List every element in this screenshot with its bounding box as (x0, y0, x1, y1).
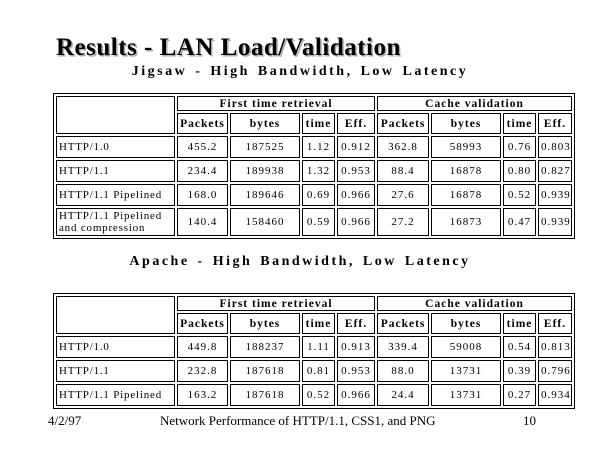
data-cell: 0.796 (538, 360, 572, 382)
data-cell: 168.0 (177, 184, 228, 206)
data-cell: 0.953 (337, 160, 375, 182)
row-label: HTTP/1.1 Pipelined and compression (56, 208, 175, 236)
data-cell: 88.0 (377, 360, 429, 382)
column-header: time (503, 313, 536, 334)
column-header: bytes (230, 313, 300, 334)
data-cell: 0.54 (503, 336, 536, 358)
data-cell: 187525 (230, 136, 300, 158)
group-header: First time retrieval (177, 96, 375, 111)
table-row (56, 384, 572, 406)
column-header: Packets (377, 313, 429, 334)
footer-presentation-title: Network Performance of HTTP/1.1, CSS1, and PNG (160, 413, 436, 428)
data-cell: 449.8 (177, 336, 228, 358)
data-cell: 163.2 (177, 384, 228, 406)
data-cell: 0.81 (302, 360, 335, 382)
data-cell: 140.4 (177, 208, 228, 236)
data-cell: 0.47 (503, 208, 536, 236)
data-cell: 0.966 (337, 208, 375, 236)
data-cell: 0.59 (302, 208, 335, 236)
row-label: HTTP/1.0 (56, 136, 175, 158)
data-cell: 234.4 (177, 160, 228, 182)
data-cell: 59008 (431, 336, 501, 358)
data-cell: 13731 (431, 384, 501, 406)
data-cell: 0.939 (538, 184, 572, 206)
data-cell: 27.6 (377, 184, 429, 206)
row-label: HTTP/1.1 Pipelined (56, 384, 175, 406)
data-cell: 58993 (431, 136, 501, 158)
column-header: Packets (177, 113, 228, 134)
column-header: Packets (177, 313, 228, 334)
table-row (56, 160, 572, 182)
data-cell: 158460 (230, 208, 300, 236)
data-cell: 0.953 (337, 360, 375, 382)
table-row (56, 136, 572, 158)
corner-cell (56, 296, 175, 334)
group-header: Cache validation (377, 296, 572, 311)
data-cell: 1.11 (302, 336, 335, 358)
column-header: Eff. (337, 313, 375, 334)
table-row (56, 336, 572, 358)
group-header: Cache validation (377, 96, 572, 111)
data-cell: 0.39 (503, 360, 536, 382)
apache-table (53, 293, 575, 409)
data-cell: 0.803 (538, 136, 572, 158)
data-cell: 0.80 (503, 160, 536, 182)
data-cell: 88.4 (377, 160, 429, 182)
jigsaw-results-table (53, 93, 575, 239)
column-header: bytes (431, 313, 501, 334)
data-cell: 455.2 (177, 136, 228, 158)
data-cell: 0.966 (337, 384, 375, 406)
footer-date: 4/2/97 (48, 413, 82, 428)
row-label: HTTP/1.1 (56, 360, 175, 382)
footer-page-number: 10 (523, 413, 536, 428)
data-cell: 27.2 (377, 208, 429, 236)
corner-cell (56, 96, 175, 134)
data-cell: 16878 (431, 184, 501, 206)
data-cell: 0.934 (538, 384, 572, 406)
column-header: time (503, 113, 536, 134)
data-cell: 189646 (230, 184, 300, 206)
jigsaw-table-subtitle: Jigsaw - High Bandwidth, Low Latency (131, 64, 469, 79)
apache-table-subtitle: Apache - High Bandwidth, Low Latency (129, 254, 471, 269)
data-cell: 24.4 (377, 384, 429, 406)
data-cell: 187618 (230, 384, 300, 406)
data-cell: 0.913 (337, 336, 375, 358)
data-cell: 188237 (230, 336, 300, 358)
table-row (56, 208, 572, 236)
page-title: Results - LAN Load/Validation (56, 34, 401, 61)
row-label: HTTP/1.1 Pipelined (56, 184, 175, 206)
apache-results-table (53, 293, 575, 409)
data-cell: 1.12 (302, 136, 335, 158)
data-cell: 0.939 (538, 208, 572, 236)
data-cell: 362.8 (377, 136, 429, 158)
data-cell: 0.69 (302, 184, 335, 206)
data-cell: 16873 (431, 208, 501, 236)
column-header: time (302, 113, 335, 134)
data-cell: 0.912 (337, 136, 375, 158)
data-cell: 1.32 (302, 160, 335, 182)
data-cell: 0.966 (337, 184, 375, 206)
data-cell: 339.4 (377, 336, 429, 358)
column-header: Packets (377, 113, 429, 134)
column-header: bytes (230, 113, 300, 134)
data-cell: 0.27 (503, 384, 536, 406)
column-header: time (302, 313, 335, 334)
data-cell: 0.52 (302, 384, 335, 406)
data-cell: 189938 (230, 160, 300, 182)
table-row (56, 184, 572, 206)
data-cell: 232.8 (177, 360, 228, 382)
data-cell: 187618 (230, 360, 300, 382)
data-cell: 16878 (431, 160, 501, 182)
column-header: Eff. (337, 113, 375, 134)
row-label: HTTP/1.1 (56, 160, 175, 182)
jigsaw-table (53, 93, 575, 239)
data-cell: 0.813 (538, 336, 572, 358)
column-header: bytes (431, 113, 501, 134)
data-cell: 0.76 (503, 136, 536, 158)
column-header: Eff. (538, 113, 572, 134)
row-label: HTTP/1.0 (56, 336, 175, 358)
table-row (56, 360, 572, 382)
data-cell: 0.52 (503, 184, 536, 206)
column-header: Eff. (538, 313, 572, 334)
data-cell: 0.827 (538, 160, 572, 182)
group-header: First time retrieval (177, 296, 375, 311)
data-cell: 13731 (431, 360, 501, 382)
